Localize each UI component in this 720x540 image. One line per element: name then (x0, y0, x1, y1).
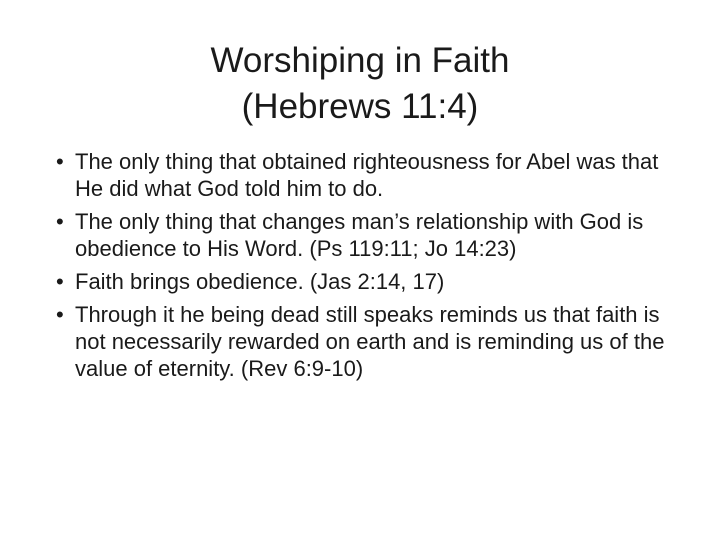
slide-title-line-2: (Hebrews 11:4) (241, 87, 479, 126)
bullet-item (54, 268, 674, 295)
bullet-point-icon: • (56, 209, 64, 234)
bullet-text: Through it he being dead still speaks reminds us that faith is not necessarily rewarded on earth and is reminding us of the value of eternity. (Rev 6:9-10) (75, 302, 665, 381)
bullet-point-icon: • (56, 149, 64, 174)
bullet-text: Faith brings obedience. (Jas 2:14, 17) (75, 269, 445, 294)
bullet-list (54, 148, 674, 388)
slide-title (60, 38, 660, 130)
bullet-item (54, 208, 674, 262)
bullet-item (54, 301, 674, 382)
slide-title-line-1: Worshiping in Faith (210, 41, 510, 80)
bullet-point-icon: • (56, 302, 64, 327)
bullet-text: The only thing that obtained righteousness for Abel was that He did what God told him to do. (75, 149, 659, 201)
bullet-text: The only thing that changes man’s relationship with God is obedience to His Word. (Ps 119:11; Jo 14:23) (75, 209, 644, 261)
bullet-point-icon: • (56, 269, 64, 294)
bullet-item (54, 148, 674, 202)
